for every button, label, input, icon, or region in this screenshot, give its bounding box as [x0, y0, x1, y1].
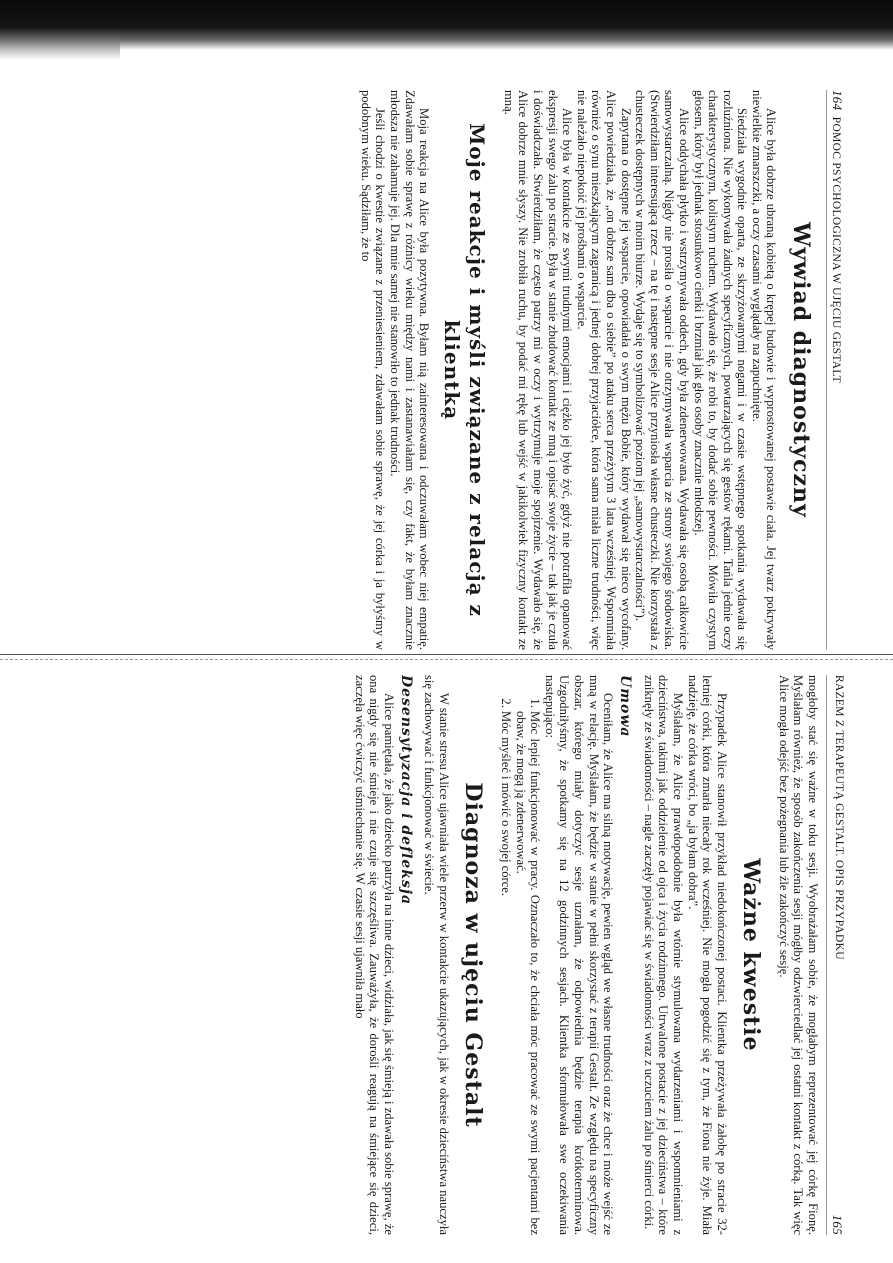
- list-item: 2. Móc myśleć i mówić o swojej córce.: [498, 711, 513, 1235]
- paragraph: Zapytana o dostępne jej wsparcie, opowiadała o swym mężu Bobie, który wydawał się nieco wycofany. Alice powiedziała, że „on dobrze sam dba o siebie” po ataku serca przeżytym 3 lata wcześniej. Wspomniała również o synu mieszkającym zagranicą i jednej dobrej przyjaciółce, która sama miała liczne trudności, więc nie należało niepokoić jej prośbami o wsparcie.: [574, 90, 633, 650]
- paragraph: Siedziała wygodnie oparta, ze skrzyżowanymi nogami i w czasie wstępnego spotkania wydawała się rozluźniona. Nie wykonywała żadnych specyficznych, powtarzających się gestów rękami. Tańla jednie oczy charakterystycznym, kolistym ruchem. Wydawało się, że robi to, by dodać sobie pewności. Mówiła czystym głosem, który był jednak stosunkowo cienki i brzmiał jak głos osoby znacznie młodszej.: [691, 90, 750, 650]
- paragraph: Jeśli chodzi o kwestie związane z przeniesieniem, zdawałam sobie sprawę, że jej córka i ja byłyśmy w podobnym wieku. Sądziłam, że to: [358, 90, 388, 650]
- book-page-165: [285, 675, 845, 1235]
- running-header: [826, 90, 845, 650]
- running-title: RAZEM Z TERAPEUTĄ GESTALT. OPIS PRZYPADKU: [833, 675, 845, 960]
- running-header: [826, 675, 845, 1235]
- paragraph: Alice oddychała płytko i wstrzymywała oddech, gdy była zdenerwowana. Wydawała się osobą całkowicie samowystarczalną. Nigdy nie prosiła o wsparcie i nie otrzymywała wsparcia ze strony swojego środowiska. (Stwierdziłam interesującą rzecz – na tę i następne sesje Alice przyniosła własne chusteczki. Nie korzystała z chusteczek dostępnych w moim biurze. Wydaje się to symbolizować poziom jej „samowystarczalności”).: [633, 90, 691, 650]
- list-item: 1. Móc lepiej funkcjonować w pracy. Oznaczało to, że chciała móc pracować ze swymi pacjentami bez obaw, że mogą ją zdenerwować.: [513, 711, 542, 1235]
- scan-shadow-corner: [0, 30, 120, 60]
- paragraph: W stanie stresu Alice ujawniała wiele przerw w kontakcie ukazujących, jak w okresie dzieciństwa nauczyła się zachowywać i funkcjonować w świecie.: [422, 675, 451, 1235]
- page-number: 164: [830, 90, 845, 111]
- page-gutter-line: [0, 654, 893, 655]
- section-heading: Wywiad diagnostyczny: [788, 222, 814, 518]
- scan-shadow-top: [0, 0, 893, 50]
- section-heading: Moje reakcje i myśli związane z relacją z klientką: [440, 123, 490, 617]
- subheading: Desensytyzacja i defleksja: [397, 675, 414, 906]
- page-gutter-dash: [0, 659, 893, 660]
- paragraph: mogłoby stać się ważne w toku sesji. Wyobrażałam sobie, że mogłabym reprezentować jej córkę Fionę. Myślałam również, że sposób zakończenia sesji mógłby odzwierciedlać jej ostatni kontakt z córką. Tak więc Alice mogła odejść bez pożegnania lub źle zakończyć sesję.: [776, 675, 820, 1235]
- paragraph: Alice była dobrze ubraną kobietą o krępej budowie i wyprostowanej postawie ciała. Jej twarz pokrywały niewielkie zmarszczki, a oczy czasami wyglądały na zapuchnięte.: [749, 90, 779, 650]
- paragraph: Moja reakcja na Alice była pozytywna. Byłam nią zainteresowana i odczuwałam wobec niej empatię. Zdawałam sobie sprawę z różnicy wieku między nami i zastanawiałam się, czy fakt, że byłam znacznie młodsza nie zahamuje jej. Dla mnie samej nie stanowiło to jednak trudności.: [388, 90, 432, 650]
- paragraph: Myślałam, że Alice prawdopodobnie była wtórnie stymulowana wydarzeniami i wspomnieniami z dzieciństwa, takimi jak oddzielenie od ojca i życia rodzinnego. Utrwalone postacie z jej dzieciństwa – które zniknęły ze świadomości – nagle zaczęły pojawiać się w świadomości wraz z uczuciem żalu po śmierci córki.: [641, 675, 685, 1235]
- paragraph: Alice pamiętała, że jako dziecko patrzyła na inne dzieci, widziała, jak się śmieją i zdawała sobie sprawę, że ona nigdy się nie śmieje i nie czuje się szczęśliwa. Zauważyła, że dorośli reagują na śmiejące się dzieci, zaczęła więc ćwiczyć uśmiechanie się. W czasie sesji ujawniła mało: [352, 675, 396, 1235]
- paragraph: Alice była w kontakcie ze swymi trudnymi emocjami i ciężko jej było żyć, gdyż nie potrafiła opanować ekspresji swego żalu po stracie. Była w stanie zbudować kontakt ze mną i opisać swoje życie – tak jak je czuła i doświadczała. Stwierdziłam, że często patrzy mi w oczy i wytrzymuje moje spojrzenie. Wydawało się, że Alice dobrze mnie słyszy. Nie zrobiła ruchu, by podać mi rękę lub wejść w jakikolwiek fizyczny kontakt ze mną.: [501, 90, 575, 650]
- running-title: POMOC PSYCHOLOGICZNA W UJĘCIU GESTALT: [830, 116, 842, 383]
- section-heading: Ważne kwestie: [738, 858, 765, 1052]
- paragraph: Oceniłam, że Alice ma silną motywację, pewien wgląd we własne trudności oraz że chce i może wejść ze mną w relację. Myślałam, że będzie w stanie w pełni skorzystać z terapii Gestalt. Ze względu na specyficzny obszar, którego miały dotyczyć sesje uznałam, że odpowiednia będzie terapia krótkoterminowa. Uzgodniłyśmy, że spotkamy się na 12 godzinnych sesjach. Klientka sformułowała swe oczekiwania następująco:: [542, 675, 616, 1235]
- paragraph: Przypadek Alice stanowił przykład niedokończonej postaci. Klientka przeżywała żałobę po stracie 32-letniej córki, która zmarła niecały rok wcześniej. Nie mogła pogodzić się z tym, że Fiona nie żyje. Miała nadzieję, że córka wróci, bo „ja byłam dobra”.: [685, 675, 729, 1235]
- subheading: Umowa: [617, 675, 634, 738]
- expectations-list: [498, 675, 542, 1235]
- book-page-164: [285, 90, 845, 650]
- section-heading: Diagnoza w ujęciu Gestalt: [460, 782, 487, 1128]
- page-number: 165: [830, 1214, 845, 1235]
